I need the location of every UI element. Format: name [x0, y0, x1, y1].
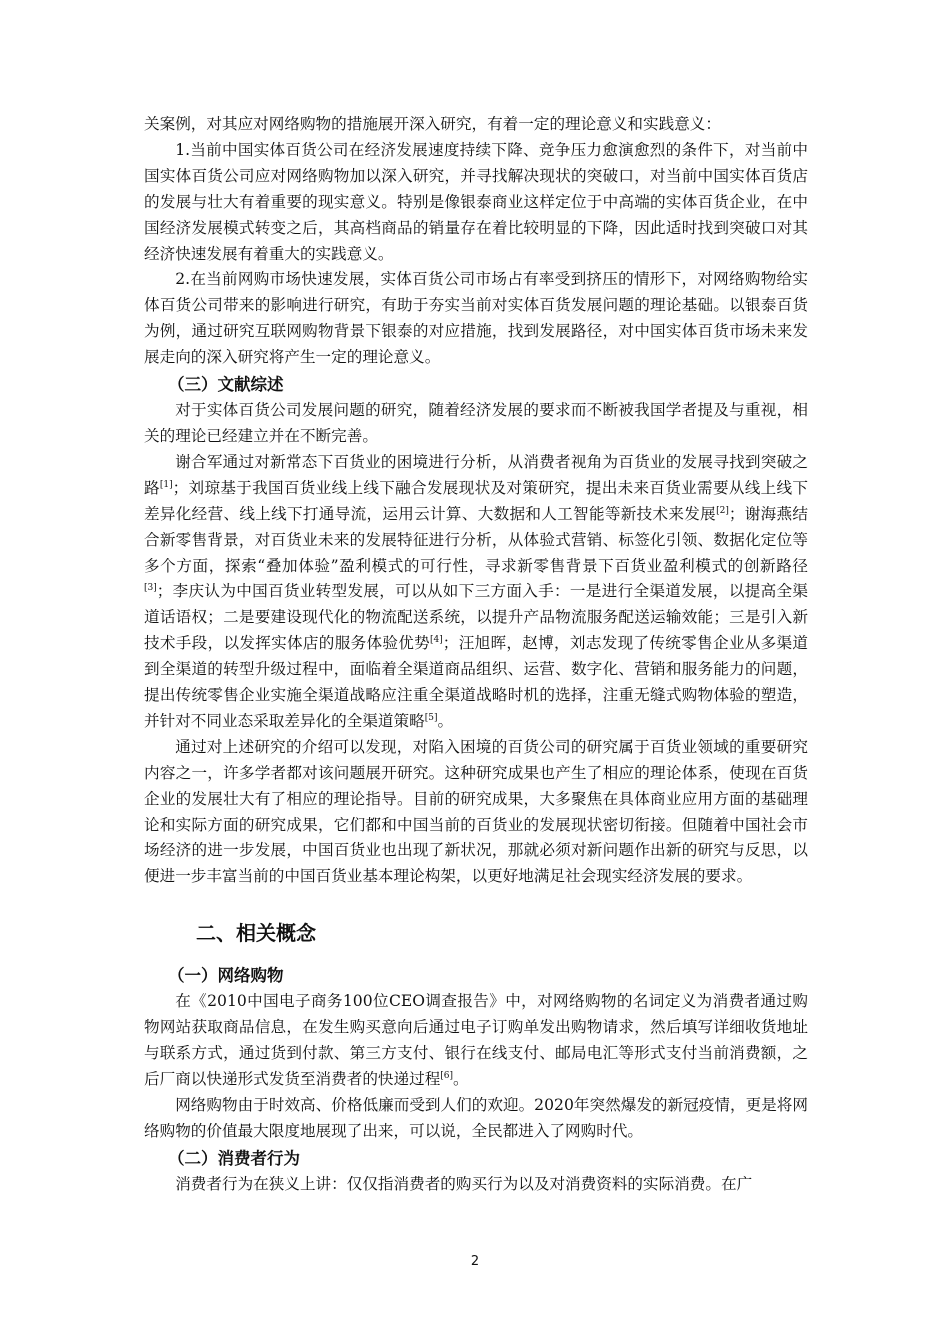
lit-text: 谢合军通过对新常态下百货业的困境进行分析，从消费者视角为百货业的发展寻找到突破之路 [144, 452, 808, 497]
citation-ref[interactable]: [2] [716, 505, 729, 516]
citation-ref[interactable]: [4] [430, 635, 443, 646]
heading-consumer-behavior: （二）消费者行为 [168, 1148, 300, 1168]
paragraph-lit-2 [144, 450, 808, 735]
paragraph-significance-1: 1.当前中国实体百货公司在经济发展速度持续下降、竞争压力愈演愈烈的条件下，对当前中国实体百货公司应对网络购物加以深入研究，并寻找解决现状的突破口，对当前中国实体百货店的发展与壮大有着重要的现实意义。特别是像银泰商业这样定位于中高端的实体百货企业，在中国经济发展模式转变之后，其高档商品的销量存在着比较明显的下降，因此适时找到突破口对其经济快速发展有着重大的实践意义。 [144, 140, 808, 263]
citation-ref[interactable]: [6] [440, 1070, 454, 1081]
citation-ref[interactable]: [1] [159, 479, 173, 490]
paragraph-lit-1: 对于实体百货公司发展问题的研究，随着经济发展的要求而不断被我国学者提及与重视，相关的理论已经建立并在不断完善。 [144, 401, 808, 445]
paragraph-consumer-behavior-1: 消费者行为在狭义上讲：仅仅指消费者的购买行为以及对消费资料的实际消费。在广 [175, 1174, 753, 1193]
lit-text: ；谢海燕结合新零售背景，对百货业未来的发展特征进行分析，从体验式营销、标签化引领、数据化定位等多个方面，探索“叠加体验”盈利模式的可行性，寻求新零售背景下百货业盈利模式的创新路径 [144, 504, 808, 575]
online-text: 。 [453, 1070, 469, 1088]
page-number: 2 [470, 1254, 480, 1269]
lit-text: 。 [437, 711, 454, 730]
citation-ref[interactable]: [5] [424, 712, 438, 723]
lit-text: ；李庆认为中国百货业转型发展，可以从如下三方面入手：一是进行全渠道发展，以提高全渠道话语权；二是要建设现代化的物流配送系统，以提升产品物流服务配送运输效能；三是引入新技术手段，以发挥实体店的服务体验优势 [144, 582, 808, 653]
paragraph-online-shopping-2: 网络购物由于时效高、价格低廉而受到人们的欢迎。2020年突然爆发的新冠疫情，更是将网络购物的价值最大限度地展现了出来，可以说，全民都进入了网购时代。 [144, 1095, 808, 1140]
paragraph-lit-3: 通过对上述研究的介绍可以发现，对陷入困境的百货公司的研究属于百货业领域的重要研究内容之一，许多学者都对该问题展开研究。这种研究成果也产生了相应的理论体系，使现在百货企业的发展壮大有了相应的理论指导。目前的研究成果，大多聚焦在具体商业应用方面的基础理论和实际方面的研究成果，它们都和中国当前的百货业的发展现状密切衔接。但随着中国社会市场经济的进一步发展，中国百货业也出现了新状况，那就必须对新问题作出新的研究与反思，以便进一步丰富当前的中国百货业基本理论构架，以更好地满足社会现实经济发展的要求。 [144, 737, 808, 886]
paragraph-online-shopping-1 [144, 989, 808, 1093]
heading-online-shopping: （一）网络购物 [168, 966, 284, 986]
body-text [144, 112, 808, 1198]
citation-ref[interactable]: [3] [144, 583, 157, 594]
paragraph-intro-continued: 关案例，对其应对网络购物的措施展开深入研究，有着一定的理论意义和实践意义： [144, 115, 721, 133]
paragraph-significance-2: 2.在当前网购市场快速发展，实体百货公司市场占有率受到挤压的情形下，对网络购物给实体百货公司带来的影响进行研究，有助于夯实当前对实体百货发展问题的理论基础。以银泰百货为例，通过研究互联网购物背景下银泰的对应措施，找到发展路径，对中国实体百货市场未来发展走向的深入研究将产生一定的理论意义。 [144, 270, 808, 367]
heading-literature-review: （三）文献综述 [168, 375, 284, 395]
online-text: 在《2010中国电子商务100位CEO调查报告》中，对网络购物的名词定义为消费者通过购物网站获取商品信息，在发生购买意向后通过电子订购单发出购物请求，然后填写详细收货地址与联系方式，通过货到付款、第三方支付、银行在线支付、邮局电汇等形式支付当前消费额，之后厂商以快递形式发货至消费者的快递过程 [144, 992, 808, 1088]
heading-section-2: 二、相关概念 [196, 921, 316, 946]
lit-text: ；刘琼基于我国百货业线上线下融合发展现状及对策研究，提出未来百货业需要从线上线下差异化经营、线上线下打通导流，运用云计算、大数据和人工智能等新技术来发展 [144, 478, 808, 523]
lit-text: ；汪旭晖，赵博，刘志发现了传统零售企业从多渠道到全渠道的转型升级过程中，面临着全渠道商品组织、运营、数字化、营销和服务能力的问题，提出传统零售企业实施全渠道战略应注重全渠道战略时机的选择，注重无缝式购物体验的塑造，并针对不同业态采取差异化的全渠道策略 [144, 634, 808, 730]
